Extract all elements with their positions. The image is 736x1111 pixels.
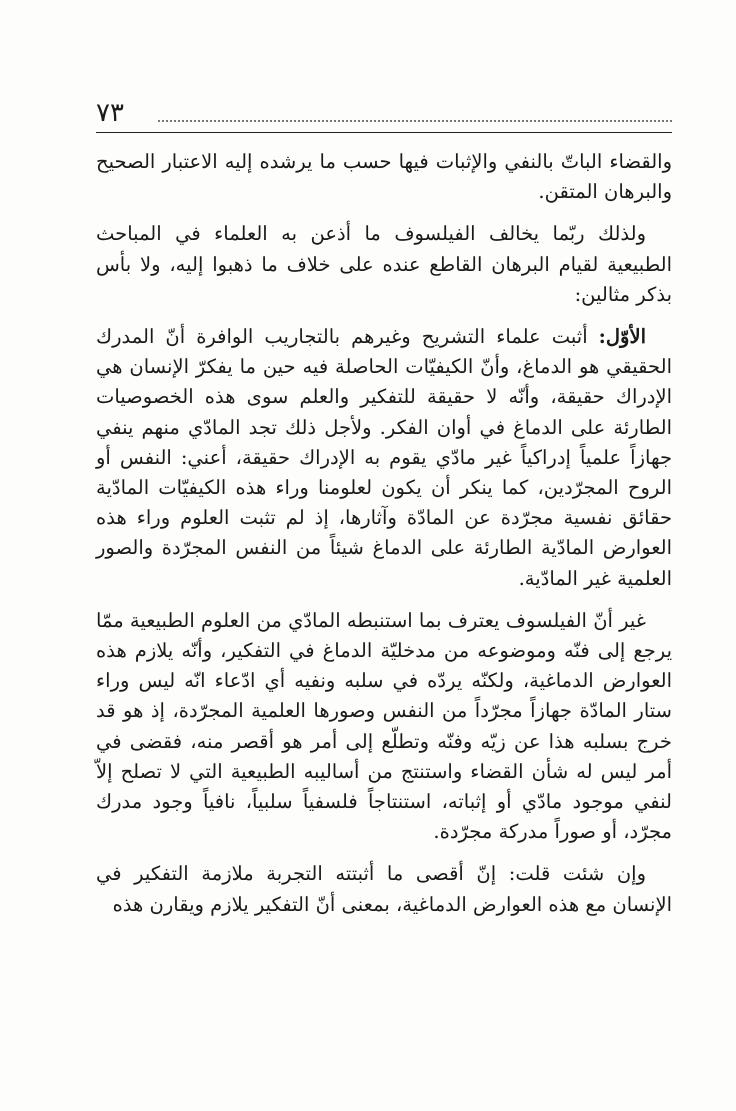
paragraph-3-first-example: [96, 322, 672, 594]
paragraph-5: [96, 859, 672, 919]
paragraph-text: ولذلك ربّما يخالف الفيلسوف ما أذعن به العلماء في المباحث الطبيعية لقيام البرهان القاطع عنده على خلاف ما ذهبوا إليه، ولا بأس بذكر مثالين:: [96, 222, 672, 306]
header-dotted-rule: [158, 120, 672, 122]
book-page: [96, 96, 672, 1076]
page-body: [96, 147, 672, 920]
paragraph-lead-word: الأوّل:: [598, 325, 646, 349]
paragraph-2: [96, 219, 672, 310]
paragraph-text: والقضاء الباتّ بالنفي والإثبات فيها حسب ما يرشده إليه الاعتبار الصحيح والبرهان المتقن.: [96, 150, 672, 204]
page-header: [96, 96, 672, 133]
paragraph-text: وإن شئت قلت: إنّ أقصى ما أثبتته التجربة ملازمة التفكير في الإنسان مع هذه العوارض الدماغية، بمعنى أنّ التفكير يلازم ويقارن هذه: [96, 862, 672, 916]
paragraph-4: [96, 606, 672, 848]
paragraph-text: غير أنّ الفيلسوف يعترف بما استنبطه المادّي من العلوم الطبيعية ممّا يرجع إلى فنّه وموضوعه من مدخليّة الدماغ في التفكير، وأنّه يلازم هذه العوارض الدماغية، ولكنّه يردّه في سلبه ونفيه أي ادّعاء انّه ليس وراء ستار المادّة جهازاً مجرّداً من النفس وصورها العلمية المجرّدة، إذ هو قد خرج بسلبه هذا عن زيّه وفنّه وتطلّع إلى أمر هو أقصر منه، فقضى في أمر ليس له شأن القضاء واستنتج من أساليبه الطبيعية التي لا تصلح إلاّ لنفي موجود مادّي أو إثباته، استنتاجاً فلسفياً سلبياً، نافياً وجود مدرك مجرّد، أو صوراً مدركة مجرّدة.: [96, 608, 672, 844]
paragraph-1: [96, 147, 672, 207]
page-number: ٧٣: [96, 98, 124, 128]
paragraph-text: أثبت علماء التشريح وغيرهم بالتجاريب الوافرة أنّ المدرك الحقيقي هو الدماغ، وأنّ الكيفيّات الحاصلة فيه حين ما يفكرّ الإنسان هي الإدراك حقيقة، وأنّه لا حقيقة للتفكير والعلم سوى هذه الخصوصيات الطارئة على الدماغ في أوان الفكر. ولأجل ذلك تجد المادّي منهم ينفي جهازاً علمياً إدراكياً غير مادّي يقوم به الإدراك حقيقة، أعني: النفس أو الروح المجرّدين، كما ينكر أن يكون لعلومنا وراء هذه الكيفيّات المادّية حقائق نفسية مجرّدة عن المادّة وآثارها، إذ لم تثبت العلوم وراء هذه العوارض المادّية الطارئة على الدماغ شيئاً من النفس المجرّدة والصور العلمية غير المادّية.: [96, 325, 672, 590]
